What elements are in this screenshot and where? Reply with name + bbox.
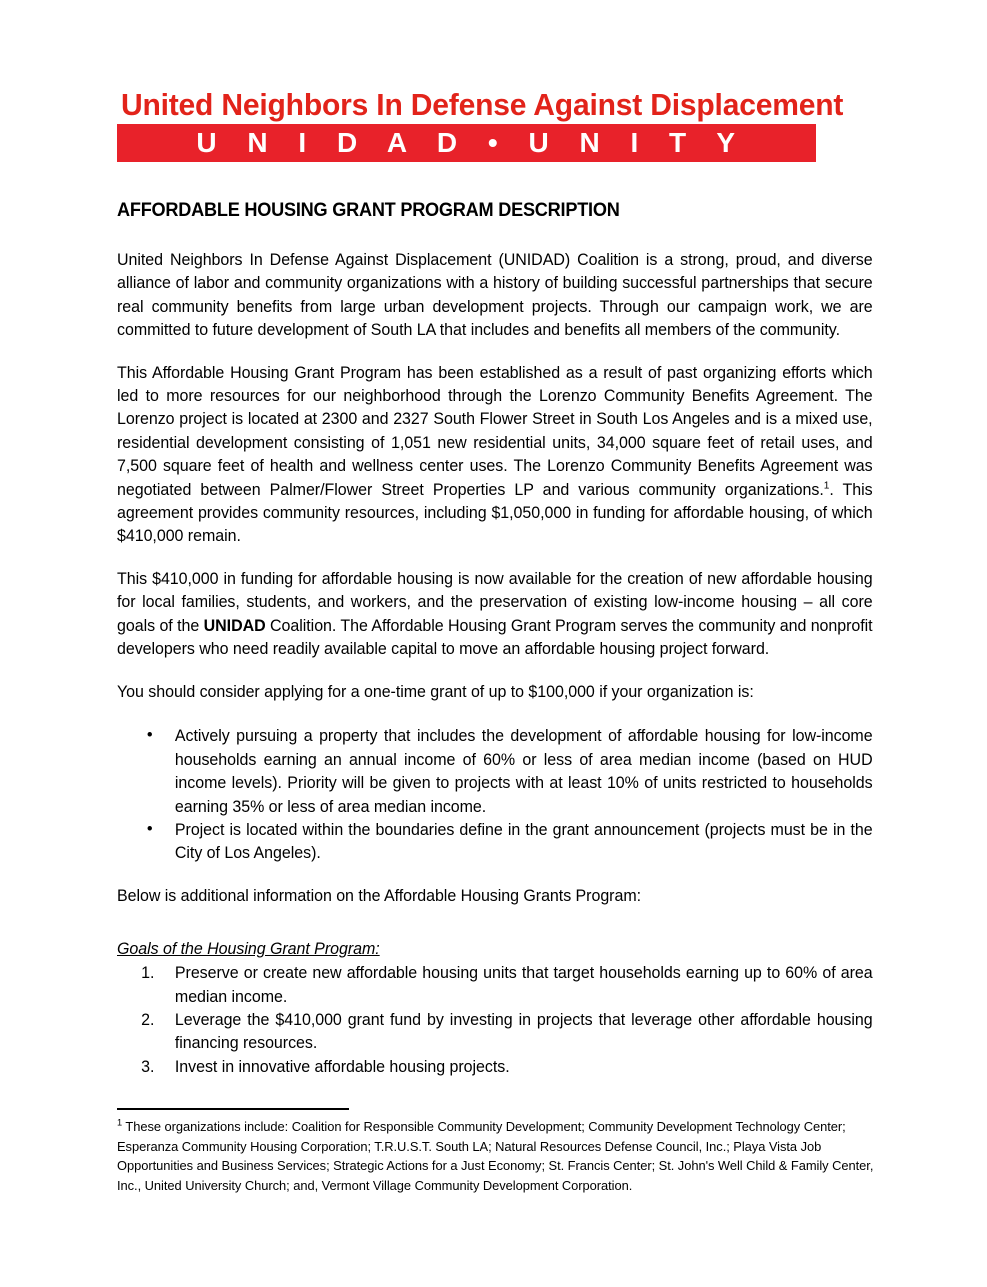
footnote-body: These organizations include: Coalition for Responsible Community Development; Community Development Technology Center; Esperanza Community Housing Corporation; T.R.U.S.T. South LA; Natural Resources Defense Council, Inc.; Playa Vista Job Opportunities and Business Services; Strategic Actions for a Just Economy; St. Francis Center; St. John's Well Child & Family Center, Inc., United University Church; and, Vermont Village Community Development Corporation. <box>117 1119 874 1193</box>
goals-heading-wrap <box>117 937 873 960</box>
list-item: Invest in innovative affordable housing projects. <box>174 1056 510 1076</box>
paragraph-below-info: Below is additional information on the Affordable Housing Grants Program: <box>117 885 642 905</box>
footnote-area <box>117 1108 877 1195</box>
unidad-logo <box>117 88 844 162</box>
logo-tagline: United Neighbors In Defense Against Displacement <box>120 88 844 122</box>
paragraph-funding <box>117 567 873 661</box>
logo-bar-text: U N I D A D • U N I T Y <box>196 127 747 158</box>
paragraph-intro: United Neighbors In Defense Against Displacement (UNIDAD) Coalition is a strong, proud, and diverse alliance of labor and community organizations with a history of building successful partnerships that secure real community benefits from large urban development projects. Through our campaign work, we are committed to future development of South LA that includes and benefits all members of the community. <box>117 250 873 340</box>
document-body <box>117 248 873 1078</box>
footnote-reference-1: 1 <box>823 479 830 492</box>
page-title: AFFORDABLE HOUSING GRANT PROGRAM DESCRIPTION <box>117 199 620 221</box>
unidad-emphasis: UNIDAD <box>203 615 266 635</box>
eligibility-bullet-list <box>117 724 873 864</box>
paragraph-funding-part2: Coalition. The Affordable Housing Grant Program serves the community and nonprofit developers who need readily available capital to move an affordable housing project forward. <box>117 615 873 659</box>
goals-heading: Goals of the Housing Grant Program: <box>117 938 380 958</box>
goals-numbered-list <box>117 961 873 1078</box>
paragraph-background-part2: . This agreement provides community resources, including $1,050,000 in funding for affordable housing, of which $410,000 remain. <box>117 479 873 546</box>
list-item: • Actively pursuing a property that includes the development of affordable housing for low-income households earning an annual income of 60% or less of area median income (based on HUD income levels). Priority will be given to projects with at least 10% of units restricted to households earning 35% or less of area median income. <box>117 724 873 818</box>
list-item: Preserve or create new affordable housing units that target households earning up to 60% of area median income. <box>174 963 873 1006</box>
logo-red-bar <box>117 124 816 162</box>
paragraph-eligibility-lead: You should consider applying for a one-time grant of up to $100,000 if your organization is: <box>117 681 754 701</box>
paragraph-background-part1: This Affordable Housing Grant Program has been established as a result of past organizing efforts which led to more resources for our neighborhood through the Lorenzo Community Benefits Agreement. The Lorenzo project is located at 2300 and 2327 South Flower Street in South Los Angeles and is a mixed use, residential development consisting of 1,051 new residential units, 34,000 square feet of retail uses, and 7,500 square feet of health and wellness center uses. The Lorenzo Community Benefits Agreement was negotiated between Palmer/Flower Street Properties LP and various community organizations. <box>117 362 873 499</box>
footnote-separator <box>117 1108 349 1110</box>
spacer <box>117 865 873 884</box>
spacer <box>117 713 873 724</box>
list-item: Leverage the $410,000 grant fund by investing in projects that leverage other affordable housing financing resources. <box>174 1009 873 1053</box>
list-item: • Project is located within the boundaries define in the grant announcement (projects must be in the City of Los Angeles). <box>117 818 873 865</box>
footnote-text <box>117 1117 877 1195</box>
paragraph-background <box>117 361 873 548</box>
spacer <box>117 918 873 937</box>
footnote-marker: 1 <box>117 1117 123 1129</box>
paragraph-funding-part1: This $410,000 in funding for affordable housing is now available for the creation of new affordable housing for local families, students, and workers, and the preservation of existing low-income housing – all core goals of the <box>117 568 873 635</box>
